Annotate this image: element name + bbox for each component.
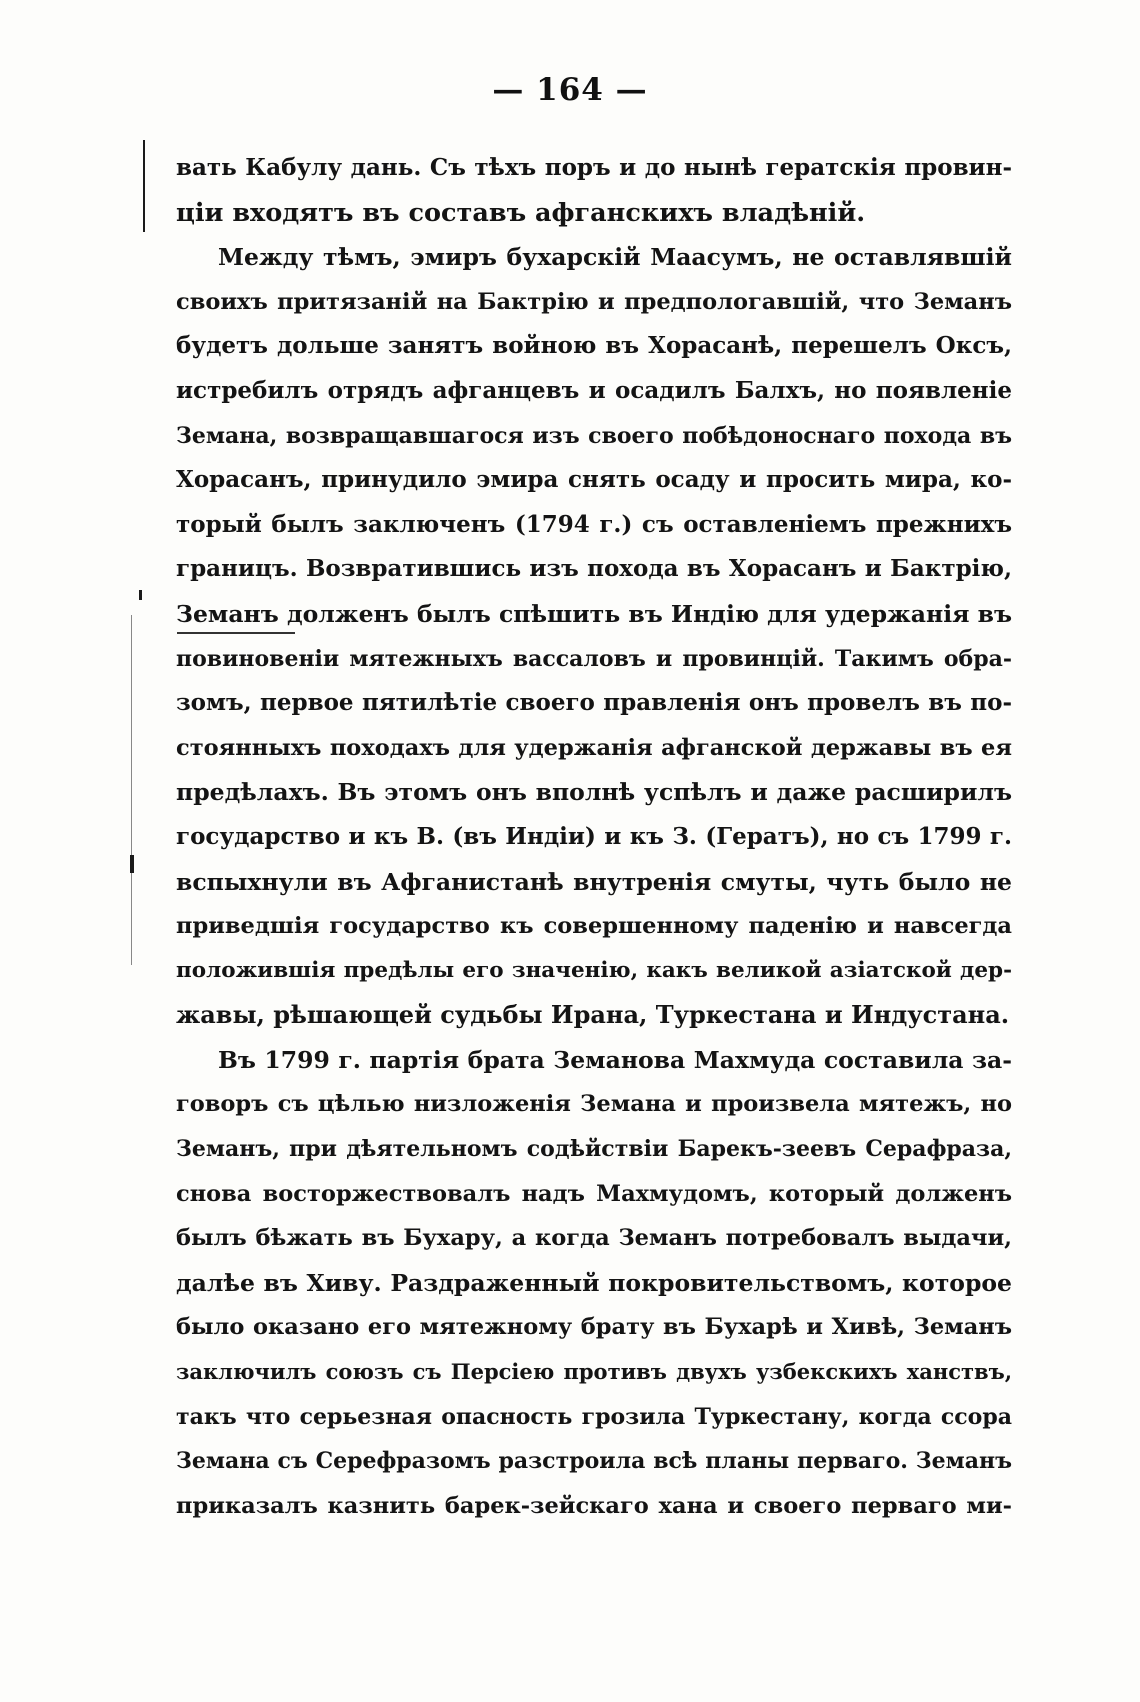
- text-line: повиновеніи мятежныхъ вассаловъ и провинцій. Такимъ обра-: [176, 645, 1012, 672]
- text-line: заключилъ союзъ съ Персіею противъ двухъ узбекскихъ ханствъ,: [176, 1359, 1012, 1385]
- margin-line-mark: [143, 140, 145, 232]
- text-line: государство и къ В. (въ Индіи) и къ З. (Гератъ), но съ 1799 г.: [176, 822, 1012, 850]
- text-line: своихъ притязаній на Бактрію и предпологавшій, что Земанъ: [176, 288, 1012, 315]
- text-line: стоянныхъ походахъ для удержанія афганской державы въ ея: [176, 734, 1012, 761]
- text-line: торый былъ заключенъ (1794 г.) съ оставленіемъ прежнихъ: [176, 510, 1012, 538]
- body-text: [176, 146, 1012, 1528]
- text-line: приведшія государство къ совершенному паденію и навсегда: [176, 913, 1012, 940]
- text-line: Хорасанъ, принудило эмира снять осаду и просить мира, ко-: [176, 466, 1012, 494]
- text-line: вать Кабулу дань. Съ тѣхъ поръ и до нынѣ гератскія провин-: [176, 154, 1012, 181]
- text-line: Между тѣмъ, эмиръ бухарскій Маасумъ, не оставлявшій: [218, 243, 1012, 272]
- text-line: вспыхнули въ Афганистанѣ внутренія смуты, чуть было не: [176, 867, 1012, 896]
- text-line: говоръ съ цѣлью низложенія Земана и произвела мятежъ, но: [176, 1091, 1012, 1118]
- text-line: снова восторжествовалъ надъ Махмудомъ, который долженъ: [176, 1180, 1012, 1207]
- text-line: такъ что серьезная опасность грозила Туркестану, когда ссора: [176, 1403, 1012, 1430]
- margin-dotted-mark: [131, 615, 132, 965]
- text-line: Земанъ, при дѣятельномъ содѣйствіи Барекъ-зеевъ Серафраза,: [176, 1136, 1012, 1163]
- text-line: зомъ, первое пятилѣтіе своего правленія онъ провелъ въ по-: [176, 689, 1012, 717]
- text-line: было оказано его мятежному брату въ Бухарѣ и Хивѣ, Земанъ: [176, 1314, 1012, 1341]
- text-line: Земана, возвращавшагося изъ своего побѣдоноснаго похода въ: [176, 422, 1012, 449]
- text-line: Земанъ долженъ былъ спѣшить въ Индію для удержанія въ: [176, 599, 1012, 628]
- page-number: — 164 —: [492, 72, 648, 108]
- text-line: далѣе въ Хиву. Раздраженный покровительствомъ, которое: [176, 1268, 1012, 1297]
- text-line: предѣлахъ. Въ этомъ онъ вполнѣ успѣлъ и даже расширилъ: [176, 778, 1012, 807]
- text-line: истребилъ отрядъ афганцевъ и осадилъ Балхъ, но появленіе: [176, 376, 1012, 404]
- text-line: границъ. Возвратившись изъ похода въ Хорасанъ и Бактрію,: [176, 555, 1012, 583]
- text-line: Земана съ Серефразомъ разстроила всѣ планы перваго. Земанъ: [176, 1448, 1012, 1475]
- text-line: Въ 1799 г. партія брата Земанова Махмуда составила за-: [218, 1045, 1012, 1074]
- margin-tick-mark: [139, 590, 142, 600]
- text-line: приказалъ казнить барек-зейскаго хана и своего перваго ми-: [176, 1492, 1012, 1519]
- text-line: ціи входятъ въ составъ афганскихъ владѣній.: [176, 197, 866, 228]
- text-line: жавы, рѣшающей судьбы Ирана, Туркестана и Индустана.: [176, 1000, 1010, 1030]
- margin-tick-mark: [130, 855, 134, 873]
- text-line: положившія предѣлы его значенію, какъ великой азіатской дер-: [176, 957, 1012, 983]
- text-line: былъ бѣжать въ Бухару, а когда Земанъ потребовалъ выдачи,: [176, 1225, 1012, 1252]
- text-line: будетъ дольше занятъ войною въ Хорасанѣ, перешелъ Оксъ,: [176, 332, 1012, 360]
